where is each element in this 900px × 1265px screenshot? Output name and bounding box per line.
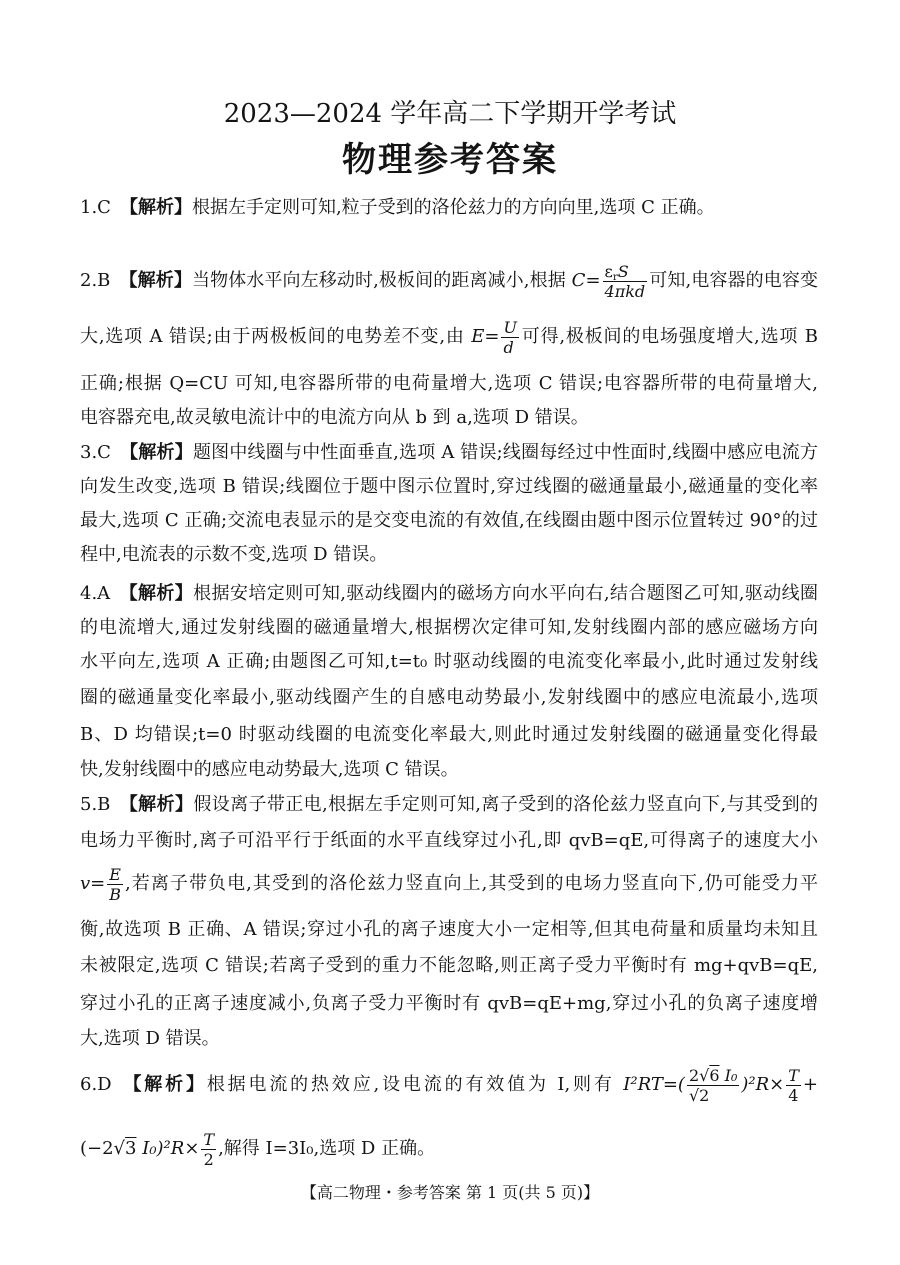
analysis-tag: 【解析】 <box>119 794 194 815</box>
fraction-denominator <box>687 1086 739 1105</box>
formula-plus: + <box>802 1074 818 1095</box>
answer-line <box>80 1065 818 1105</box>
answer-line <box>80 372 818 396</box>
question-number: 1.C <box>80 197 111 218</box>
answer-line <box>80 441 818 465</box>
fraction-denominator: 4 <box>788 1085 799 1105</box>
explanation-text: 穿过小孔的正离子速度减小,负离子受力平衡时有 qvB=qE+mg,穿过小孔的负离子速度增 <box>80 993 818 1014</box>
explanation-text: 圈的磁通量变化率最小,驱动线圈产生的自感电动势最小,发射线圈中的感应电流最小,选项 <box>80 687 818 708</box>
explanation-text: 水平向左,选项 A 正确;由题图乙可知,t=t₀ 时驱动线圈的电流变化率最小,此时通过发射线 <box>80 651 818 672</box>
fraction-denominator: d <box>503 337 514 357</box>
answer-line <box>80 261 818 301</box>
explanation-text: 程中,电流表的示数不变,选项 D 错误。 <box>80 544 388 565</box>
answer-line <box>80 1027 818 1051</box>
fraction-numerator: T <box>788 1065 799 1085</box>
explanation-text: B、D 均错误;t=0 时驱动线圈的电流变化率最大,则此时通过发射线圈的磁通量变化得最 <box>80 724 818 745</box>
radical-sign: √ <box>688 1085 700 1105</box>
capacitance-fraction <box>603 262 648 301</box>
formula-middle: I₀)²R× <box>136 1138 200 1159</box>
fraction-numerator: E <box>107 865 123 885</box>
explanation-text: 快,发射线圈中的感应电动势最大,选项 C 错误。 <box>80 759 459 780</box>
answer-line <box>80 616 818 640</box>
formula-lhs: C= <box>571 270 601 291</box>
fraction-numerator <box>603 262 648 282</box>
explanation-text: 假设离子带正电,根据左手定则可知,离子受到的洛伦兹力竖直向下,与其受到的 <box>193 794 818 815</box>
fraction-denominator: B <box>109 884 122 904</box>
period-fraction <box>786 1066 801 1105</box>
answer-line <box>80 1129 818 1169</box>
answer-line <box>80 918 818 942</box>
explanation-text: 的电流增大,通过发射线圈的磁通量增大,根据楞次定律可知,发射线圈内部的感应磁场方向 <box>80 617 818 638</box>
explanation-text: 未被限定,选项 C 错误;若离子受到的重力不能忽略,则正离子受力平衡时有 mg+qvB=qE, <box>80 955 818 976</box>
explanation-text: ,解得 I=3I₀,选项 D 正确。 <box>218 1138 436 1159</box>
answer-line <box>80 582 818 606</box>
explanation-text: 可得,极板间的电场强度增大,选项 B <box>520 326 818 347</box>
answer-line <box>80 475 818 499</box>
answer-line <box>80 543 818 567</box>
explanation-text: ,若离子带负电,其受到的洛伦兹力竖直向上,其受到的电场力竖直向下,仍可能受力平 <box>125 873 818 894</box>
analysis-tag: 【解析】 <box>119 442 193 463</box>
answer-line <box>80 758 818 782</box>
fraction-numerator: T <box>203 1129 215 1149</box>
coefficient-radical: 2√ <box>688 1065 710 1085</box>
answer-line <box>80 509 818 533</box>
explanation-text: 大,选项 D 错误。 <box>80 1028 220 1049</box>
subscript: r <box>612 270 618 283</box>
question-number: 2.B <box>80 270 111 291</box>
question-number: 4.A <box>80 583 111 604</box>
fraction-denominator: 4πkd <box>604 281 646 301</box>
answer-line <box>80 954 818 978</box>
explanation-text: 题图中线圈与中性面垂直,选项 A 错误;线圈每经过中性面时,线圈中感应电流方 <box>192 442 819 463</box>
question-number: 6.D <box>80 1074 112 1095</box>
formula-lhs: v= <box>80 873 106 894</box>
formula-open: (−2√ <box>80 1138 126 1159</box>
explanation-text: 正确;根据 Q=CU 可知,电容器所带的电荷量增大,选项 C 错误;电容器所带的电荷量增大, <box>80 373 818 394</box>
radicand: 3 <box>125 1138 137 1159</box>
formula-lhs: I²RT=( <box>623 1074 685 1095</box>
explanation-text: 当物体水平向左移动时,极板间的距离减小,根据 <box>191 270 572 291</box>
explanation-text: 根据电流的热效应,设电流的有效值为 I,则有 <box>206 1074 624 1095</box>
answer-line <box>80 723 818 747</box>
explanation-text: 电场力平衡时,离子可沿平行于纸面的水平直线穿过小孔,即 qvB=qE,可得离子的速度大小 <box>80 830 818 851</box>
explanation-text: 衡,故选项 B 正确、A 错误;穿过小孔的离子速度大小一定相等,但其电荷量和质量均未知且 <box>80 919 818 940</box>
explanation-text: 根据安培定则可知,驱动线圈内的磁场方向水平向右,结合题图乙可知,驱动线圈 <box>193 583 819 604</box>
analysis-tag: 【解析】 <box>119 583 194 604</box>
page-footer: 【高二物理・参考答案 第 1 页(共 5 页)】 <box>300 1183 600 1202</box>
answer-line <box>80 317 818 357</box>
analysis-tag: 【解析】 <box>120 1074 207 1095</box>
analysis-tag: 【解析】 <box>119 270 192 291</box>
answer-line <box>80 196 818 220</box>
document-title: 物理参考答案 <box>342 140 558 180</box>
answer-line <box>80 864 818 904</box>
explanation-text: 大,选项 A 错误;由于两极板间的电势差不变,由 <box>80 326 472 347</box>
field-strength-fraction <box>501 318 518 357</box>
explanation-text: 根据左手定则可知,粒子受到的洛伦兹力的方向向里,选项 C 正确。 <box>191 197 715 218</box>
fraction-numerator: U <box>503 317 517 337</box>
radicand: 6 <box>709 1065 720 1085</box>
current-symbol: I₀ <box>719 1065 738 1085</box>
peak-current-fraction <box>687 1066 739 1105</box>
explanation-text: 可知,电容器的电容变 <box>649 270 818 291</box>
radicand: 2 <box>699 1085 710 1105</box>
exam-title: 2023—2024 学年高二下学期开学考试 <box>223 99 677 129</box>
velocity-fraction <box>107 865 123 904</box>
fraction-numerator <box>687 1066 739 1086</box>
numerator-variable: S <box>617 261 629 281</box>
answer-line <box>80 650 818 674</box>
answer-line <box>80 992 818 1016</box>
period-fraction <box>201 1130 216 1169</box>
answer-line <box>80 406 818 430</box>
answer-line <box>80 793 818 817</box>
formula-middle: )²R× <box>741 1074 785 1095</box>
explanation-text: 电容器充电,故灵敏电流计中的电流方向从 b 到 a,选项 D 错误。 <box>80 407 589 428</box>
epsilon-symbol: ε <box>604 261 613 281</box>
answer-line <box>80 686 818 710</box>
fraction-denominator: 2 <box>203 1149 214 1169</box>
analysis-tag: 【解析】 <box>119 197 192 218</box>
explanation-text: 最大,选项 C 正确;交流电表显示的是交变电流的有效值,在线圈由题中图示位置转过 90°的过 <box>80 510 818 531</box>
formula-lhs: E= <box>471 326 500 347</box>
explanation-text: 向发生改变,选项 B 错误;线圈位于题中图示位置时,穿过线圈的磁通量最小,磁通量的变化率 <box>80 476 818 497</box>
answer-line <box>80 829 818 853</box>
question-number: 3.C <box>80 442 111 463</box>
question-number: 5.B <box>80 794 111 815</box>
